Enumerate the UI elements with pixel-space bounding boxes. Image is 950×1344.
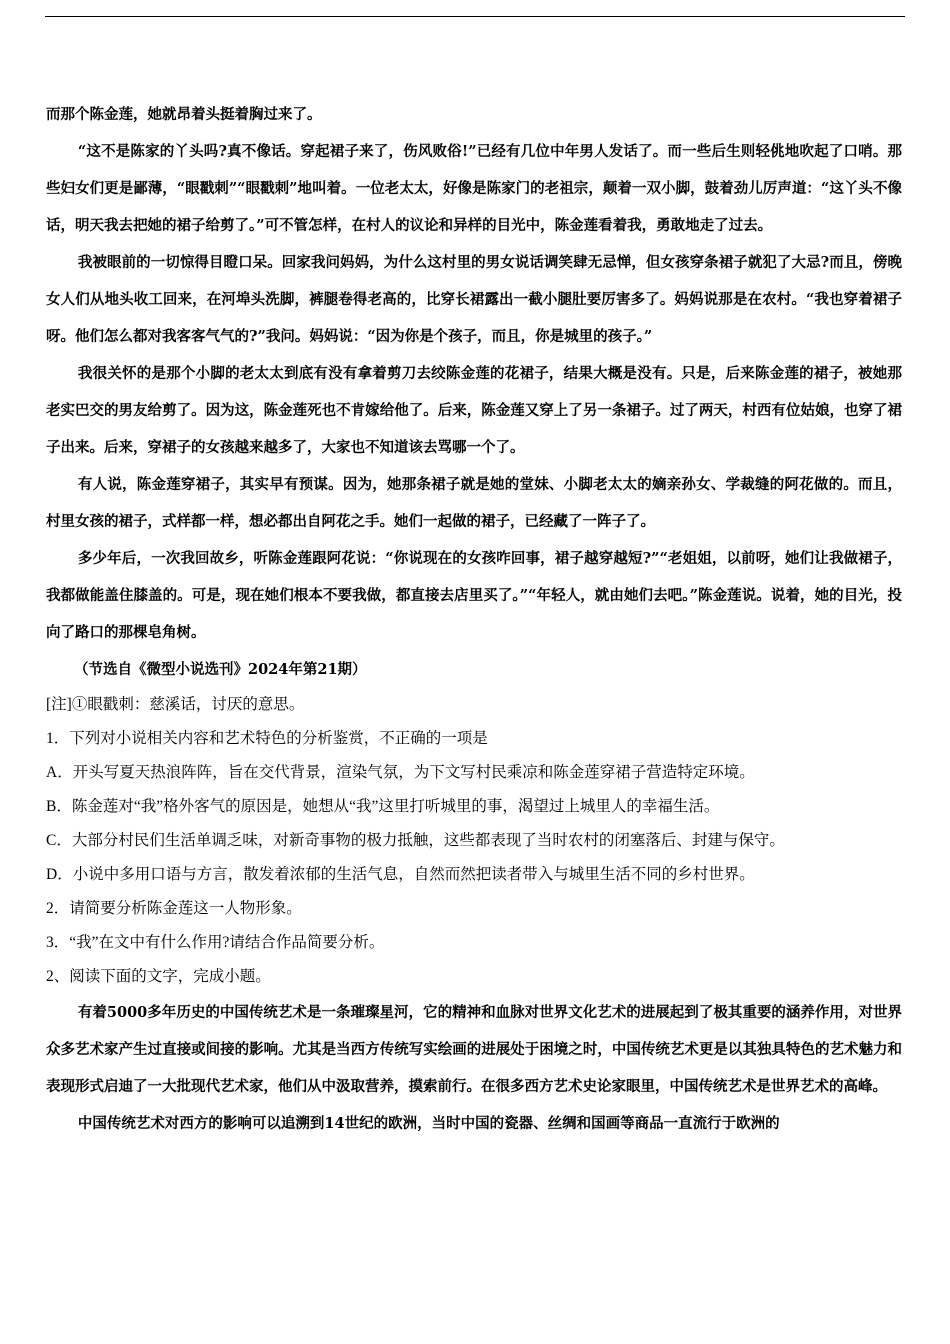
source-citation: （节选自《微型小说选刊》2024年第21期） (74, 661, 367, 678)
passage-paragraph: “这不是陈家的丫头吗?真不像话。穿起裙子来了，伤风败俗!”已经有几位中年男人发话了。而一些后生则轻佻地吹起了口哨。那些妇女们更是鄙薄，“眼戳刺”“眼戳刺”地叫着。一位老太太，好像是陈家门的老祖宗，颠着一双小脚，鼓着劲儿厉声道：“这丫头不像话，明天我去把她的裙子给剪了。”可不管怎样，在村人的议论和异样的目光中，陈金莲看着我，勇敢地走了过去。 (46, 143, 902, 234)
footnote: [注]①眼戳刺：慈溪话，讨厌的意思。 (46, 696, 305, 713)
section-2-paragraph: 有着5000多年历史的中国传统艺术是一条璀璨星河，它的精神和血脉对世界文化艺术的进展起到了极其重要的涵养作用，对世界众多艺术家产生过直接或间接的影响。尤其是当西方传统写实绘画的进展处于困境之时，中国传统艺术更是以其独具特色的艺术魅力和表现形式启迪了一大批现代艺术家，他们从中汲取营养，摸索前行。在很多西方艺术史论家眼里，中国传统艺术是世界艺术的高峰。 (46, 1004, 902, 1095)
option-a: A．开头写夏天热浪阵阵，旨在交代背景，渲染气氛，为下文写村民乘凉和陈金莲穿裙子营造特定环境。 (46, 764, 755, 781)
passage-paragraph: 我很关怀的是那个小脚的老太太到底有没有拿着剪刀去绞陈金莲的花裙子，结果大概是没有。只是，后来陈金莲的裙子，被她那老实巴交的男友给剪了。因为这，陈金莲死也不肯嫁给他了。后来，陈金莲又穿上了另一条裙子。过了两天，村西有位姑娘，也穿了裙子出来。后来，穿裙子的女孩越来越多了，大家也不知道该去骂哪一个了。 (46, 365, 902, 456)
section-2-paragraph: 中国传统艺术对西方的影响可以追溯到14世纪的欧洲，当时中国的瓷器、丝绸和国画等商品一直流行于欧洲的 (77, 1115, 780, 1132)
questions-block (46, 688, 902, 994)
question-2: 2．请简要分析陈金莲这一人物形象。 (46, 900, 302, 917)
option-d: D．小说中多用口语与方言，散发着浓郁的生活气息，自然而然把读者带入与城里生活不同的乡村世界。 (46, 866, 755, 883)
passage-paragraph: 有人说，陈金莲穿裙子，其实早有预谋。因为，她那条裙子就是她的堂妹、小脚老太太的嫡亲孙女、学裁缝的阿花做的。而且，村里女孩的裙子，式样都一样，想必都出自阿花之手。她们一起做的裙子，已经藏了一阵子了。 (46, 476, 902, 530)
document-body (46, 96, 902, 1142)
passage-paragraph: 而那个陈金莲，她就昂着头挺着胸过来了。 (46, 106, 322, 123)
passage-paragraph: 我被眼前的一切惊得目瞪口呆。回家我问妈妈，为什么这村里的男女说话调笑肆无忌惮，但女孩穿条裙子就犯了大忌?而且，傍晚女人们从地头收工回来，在河埠头洗脚，裤腿卷得老高的，比穿长裙露出一截小腿肚要厉害多了。妈妈说那是在农村。“我也穿着裙子呀。他们怎么都对我客客气气的?”我问。妈妈说：“因为你是个孩子，而且，你是城里的孩子。” (46, 254, 902, 345)
option-b: B．陈金莲对“我”格外客气的原因是，她想从“我”这里打听城里的事，渴望过上城里人的幸福生活。 (46, 798, 720, 815)
passage-paragraph: 多少年后，一次我回故乡，听陈金莲跟阿花说：“你说现在的女孩咋回事，裙子越穿越短?”“老姐姐，以前呀，她们让我做裙子，我都做能盖住膝盖的。可是，现在她们根本不要我做，都直接去店里买了。”“年轻人，就由她们去吧。”陈金莲说。说着，她的目光，投向了路口的那棵皂角树。 (46, 550, 902, 641)
question-3: 3．“我”在文中有什么作用?请结合作品简要分析。 (46, 934, 385, 951)
option-c: C．大部分村民们生活单调乏味，对新奇事物的极力抵触，这些都表现了当时农村的闭塞落后、封建与保守。 (46, 832, 785, 849)
header-rule (45, 16, 905, 17)
section-2-heading: 2、阅读下面的文字，完成小题。 (46, 968, 271, 985)
question-1: 1．下列对小说相关内容和艺术特色的分析鉴赏，不正确的一项是 (46, 730, 488, 747)
